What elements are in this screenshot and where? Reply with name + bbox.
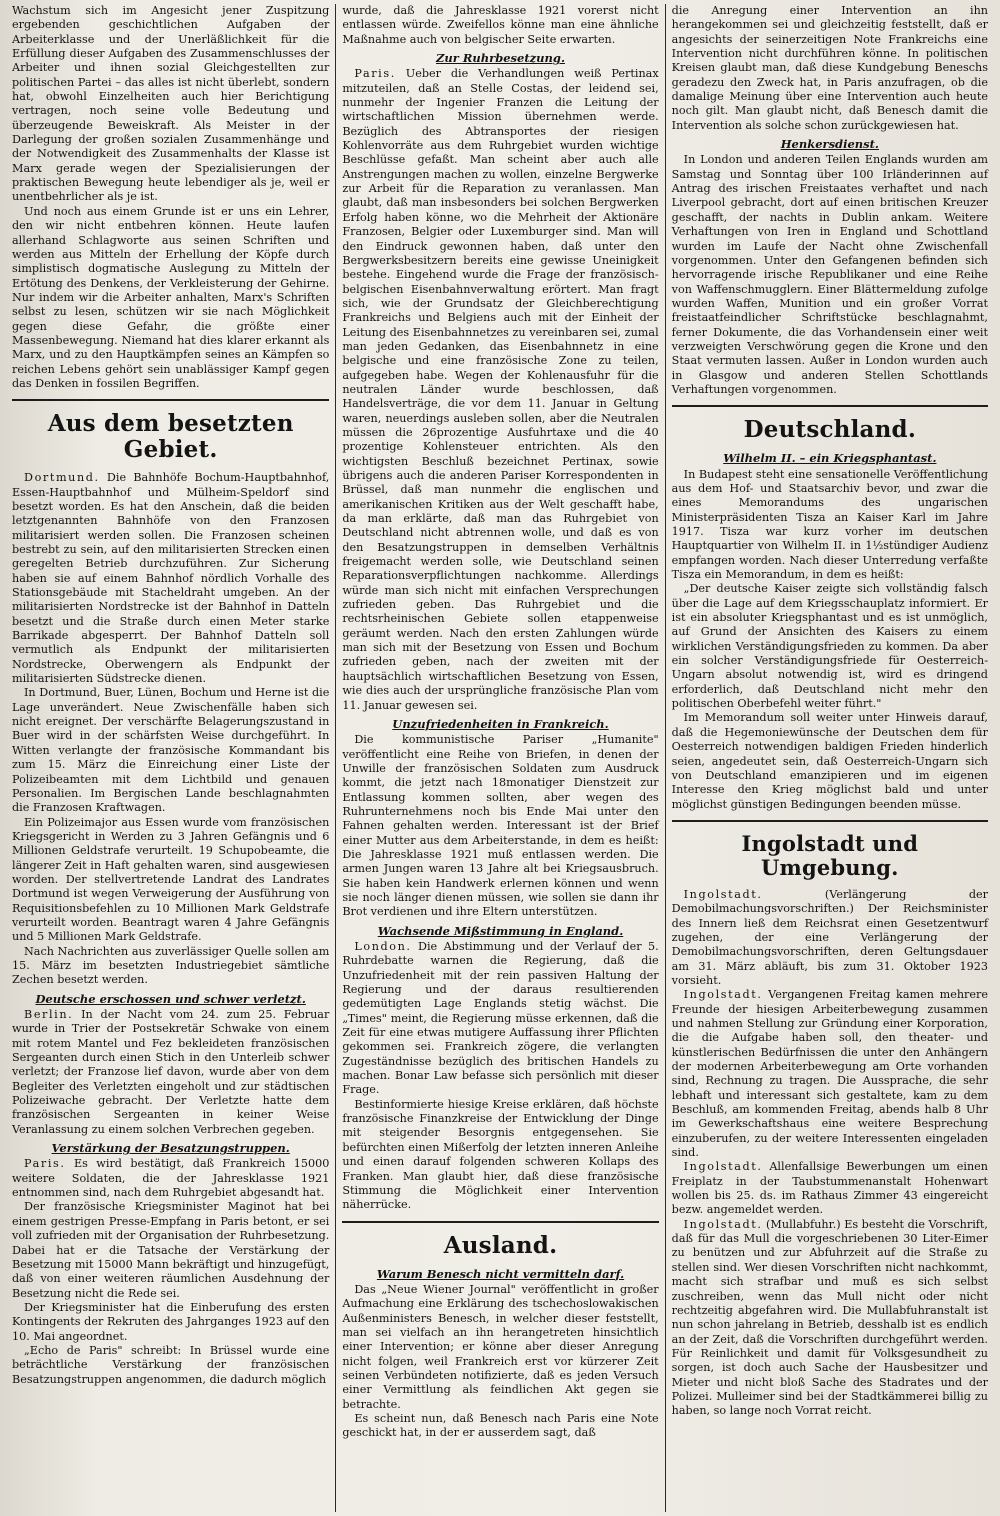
paragraph: Das „Neue Wiener Journal" veröffentlicht in großer Aufmachung eine Erklärung des tschechoslowakischen Außenministers Benesch, in welcher dieser feststellt, man sei vielfach an ihn herangetreten hinsichtlich einer Intervention; er könne aber dieser Anregung nicht folgen, weil Frankreich erst vor kürzerer Zeit seinen Verbündeten notifizierte, daß es jeden Versuch einer Vermittlung als feindlichen Akt gegen sie betrachte. bbox=[342, 1282, 659, 1411]
paragraph: Bestinformierte hiesige Kreise erklären, daß höchste französische Finanzkreise der Entwicklung der Dinge mit steigender Besorgnis entgegensehen. Sie befürchten einen Mißerfolg der letzten inneren Anleihe und einen darauf folgenden schweren Kollaps des Franken. Man glaubt hier, daß diese französische Stimmung die Möglichkeit einer Intervention näherrücke. bbox=[342, 1097, 659, 1212]
paragraph-text: (Mullabfuhr.) Es besteht die Vorschrift, daß für das Mull die vorgeschriebenen 30 Liter-Eimer zu benützen und zur Abfuhrzeit auf die Straße zu stellen sind. Wer diesen Vorschriften nicht nachkommt, macht sich strafbar und muß es sich selbst zuschreiben, wenn das Mull nicht oder nicht rechtzeitig abgefahren wird. Die Mullabfuhranstalt ist nun schon jahrelang in Betrieb, desshalb ist es endlich an der Zeit, daß die Vorschriften durchgeführt werden. Für Reinlichkeit und damit für Volksgesundheit zu sorgen, ist doch auch Sache der Hausbesitzer und Mieter und nicht bloß Sache des Stadrates und der Polizei. Mulleimer sind bei der Stadtkämmerei billig zu haben, so lange noch Vorrat reicht. bbox=[671, 1217, 988, 1418]
subheading: Zur Ruhrbesetzung. bbox=[436, 51, 565, 66]
paragraph: „Echo de Paris" schreibt: In Brüssel wurde eine beträchtliche Verstärkung der französischen Besatzungstruppen angenommen, die dadurch möglich bbox=[12, 1343, 330, 1386]
paragraph-text: In der Nacht vom 24. zum 25. Februar wurde in Trier der Postsekretär Schwake von einem mit rotem Mantel und Fez bekleideten französischen Sergeanten durch einen Stich in den Unterleib schwer verletzt; der Franzose lief davon, wurde aber von dem Begleiter des Verletzten eingeholt und zur städtischen Polizeiwache gebracht. Der Verletzte hatte dem französischen Sergeanten in keiner Weise Veranlassung zu einem solchen Verbrechen gegeben. bbox=[12, 1008, 330, 1136]
paragraph bbox=[12, 1157, 329, 1200]
paragraph: Die kommunistische Pariser „Humanite" veröffentlicht eine Reihe von Briefen, in denen der Unwille der französischen Soldaten zum Ausdruck kommt, die jetzt nach 18monatiger Dienstzeit zur Entlassung kommen sollten, aber wegen des Ruhrunternehmens noch bis Ende Mai unter den Fahnen gehalten werden. Interessant ist der Brief einer Mutter aus dem Arbeiterstande, in dem es heißt: Die Jahresklasse 1921 muß entlassen werden. Die armen Jungen waren 13 Jahre alt bei Kriegsausbruch. Sie haben kein Handwerk erlernen können und wenn sie noch länger dienen müssen, wie sollen sie dann ihr Brot verdienen und ihre Eltern unterstützen. bbox=[342, 733, 659, 919]
paragraph: Im Memorandum soll weiter unter Hinweis darauf, daß die Hegemoniewünsche der Deutschen dem für Oesterreich notwendigen baldigen Frieden hinderlich seien, angedeutet sein, daß Oesterreich-Ungarn sich von Deutschland emanzipieren und im eigenen Interesse den Krieg möglichst bald und unter möglichst günstigen Bedingungen beenden müsse. bbox=[671, 711, 988, 811]
column-middle bbox=[335, 4, 664, 1512]
paragraph bbox=[12, 471, 329, 686]
paragraph: wurde, daß die Jahresklasse 1921 vorerst nicht entlassen würde. Zweifellos könne man eine ähnliche Maßnahme auch von belgischer Seite erwarten. bbox=[342, 4, 659, 46]
section-rule bbox=[342, 1221, 658, 1223]
column-left bbox=[6, 4, 335, 1512]
section-rule bbox=[12, 399, 329, 401]
dateline: Dortmund. bbox=[24, 471, 100, 485]
paragraph bbox=[672, 888, 988, 988]
paragraph bbox=[12, 1008, 329, 1137]
paragraph: In London und anderen Teilen Englands wurden am Samstag und Sonntag über 100 Irländerinnen auf Antrag des irischen Freistaates verhaftet und nach Liverpool gebracht, dort auf einen britischen Kreuzer geschafft, der nachts in Dublin ankam. Weitere Verhaftungen von Iren in England und Schottland wurden im Laufe der Nacht ohne Zwischenfall vorgenommen. Unter den Gefangenen befinden sich hervorragende irische Republikaner und eine Reihe von Waffenschmugglern. Einer Blättermeldung zufolge wurden Waffen, Munition und ein großer Vorrat freistaatfeindlicher Schriftstücke beschlagnahmt, ferner Dokumente, die das Vorhandensein einer weit verzweigten Verschwörung gegen die Krone und den Staat vermuten lassen. Außer in London wurden auch in Glasgow und anderen Stellen Schottlands Verhaftungen vorgenommen. bbox=[671, 153, 988, 396]
paragraph: Ein Polizeimajor aus Essen wurde vom französischen Kriegsgericht in Werden zu 3 Jahren Gefängnis und 6 Millionen Geldstrafe verurteilt. 19 Schupobeamte, die längerer Zeit in Haft gehalten waren, sind ausgewiesen worden. Der stellvertretende Landrat des Landrates Dortmund ist wegen Verweigerung der Ausführung von Requisitionsbefehlen zu 10 Millionen Mark Geldstrafe verurteilt worden. Beantragt waren 4 Jahre Gefängnis und 5 Millionen Mark Geldstrafe. bbox=[12, 815, 330, 944]
section-rule bbox=[672, 820, 988, 822]
section-heading-ingolstadt: Ingolstadt und Umgebung. bbox=[741, 830, 919, 880]
dateline: Ingolstadt. bbox=[683, 1217, 763, 1231]
paragraph-text: Ueber die Verhandlungen weiß Pertinax mitzuteilen, daß an Stelle Costas, der leidend sei, nunmehr der Ingenier Franzen die Leitung der wirtschaftlichen Mission übernehmen werde. Bezüglich des Abtransportes der riesigen Kohlenvorräte aus dem Ruhrgebiet wurden wichtige Beschlüsse gefaßt. Man scheint aber auch alle Anstrengungen machen zu wollen, einzelne Bergwerke zur Arbeit für die Reparation zu veranlassen. Man glaubt, daß man insbesonders bei solchen Bergwerken Erfolg haben könne, wo die Mehrheit der Aktionäre Franzosen, Belgier oder Luxemburger sind. Man will den Eindruck gewonnen haben, daß unter den Bergwerksbesitzern bereits eine gewisse Uneinigkeit bestehe. Eingehend wurde die Frage der französisch-belgischen Eisenbahnverwaltung erörtert. Man fragt sich, wie der Grundsatz der Gleichberechtigung Frankreichs und Belgiens auch mit der Einheit der Leitung des Eisenbahnnetzes zu vereinbaren sei, zumal man jeden Gedanken, das Eisenbahnnetz in eine belgische und eine französische Zone zu teilen, aufgegeben habe. Wegen der Kohlenausfuhr für die neutralen Länder wurde beschlossen, daß Handelsverträge, die vor dem 11. Januar in Geltung waren, neuerdings ausleben sollen, aber die Neutralen müssen die 26prozentige Ausfuhrtaxe und die 40 prozentige Kohlensteuer entrichten. Als den wichtigsten Beschluß bezeichnet Pertinax, sowie übrigens auch die anderen Pariser Korrespondenten in Brüssel, daß man nunmehr die englischen und amerikanischen Kritiken aus der Welt geschafft habe, da man erklärte, daß man das Ruhrgebiet von Deutschland nicht abtrennen wolle, und daß es von den Besatzungstruppen in demselben Verhältnis freigemacht werden solle, wie Deutschland seinen Reparationsverpflichtungen nachkomme. Allerdings würde man sich nicht mit einfachen Versprechungen zufrieden geben. Das Ruhrgebiet und die rechtsrheinischen Gebiete sollen etappenweise geräumt werden. Nach den ersten Zahlungen würde man sich mit der Besetzung von Essen und Bochum zufrieden geben, nach der zweiten mit der hauptsächlich wirtschaftlichen Besetzung von Essen, wie dies auch der ursprüngliche französische Plan vom 11. Januar gewesen sei. bbox=[342, 67, 659, 712]
subheading: Verstärkung der Besatzungstruppen. bbox=[51, 1141, 290, 1156]
paragraph bbox=[672, 1218, 988, 1419]
dateline: Paris. bbox=[354, 67, 396, 81]
paragraph: Und noch aus einem Grunde ist er uns ein Lehrer, den wir nicht entbehren können. Heute laufen allerhand Schlagworte aus seinen Schriften und werden aus Mitteln der Erhellung der Köpfe durch simplistisch dogmatische Auslegung zu Mitteln der Ertötung des Denkens, der Verkleisterung der Gehirne. Nur indem wir die Arbeiter anhalten, Marx's Schriften selbst zu lesen, schützen wir sie nach Möglichkeit gegen diese Gefahr, die größte einer Massenbewegung. Niemand hat dies klarer erkannt als Marx, und zu den Hauptkämpfen seines an Kämpfen so reichen Lebens gehört sein unablässiger Kampf gegen das Denken in fossilen Begriffen. bbox=[12, 204, 330, 390]
paragraph: „Der deutsche Kaiser zeigte sich vollständig falsch über die Lage auf dem Kriegsschauplatz informiert. Er ist ein absoluter Kriegsphantast und es ist unmöglich, auf Grund der Ansichten des Kaisers zu einem wirklichen Verständigungsfrieden zu kommen. Da aber ein solcher Verständigungsfriede für Oesterreich-Ungarn absolut notwendig ist, wird es dringend erforderlich, daß Deutschland nicht mehr den politischen Oberbefehl weiter führt." bbox=[671, 582, 988, 711]
section-heading-occupied-area: Aus dem besetzten Gebiet. bbox=[47, 410, 294, 464]
paragraph-text: Vergangenen Freitag kamen mehrere Freunde der hiesigen Arbeiterbewegung zusammen und nahmen Stellung zur Gründung einer Korporation, die die Aufgabe haben soll, den theater- und künstlerischen Bedürfnissen die unter den Anhängern der modernen Arbeiterbewegung am Orte vorhanden sind, Rechnung zu tragen. Die Aussprache, die sehr lebhaft und interessant sich gestaltete, kam zu dem Beschluß, am kommenden Freitag, abends halb 8 Uhr im Gewerkschaftshaus eine weitere Besprechung einzuberufen, zu der weitere Interessenten eingeladen sind. bbox=[671, 988, 988, 1160]
dateline: London. bbox=[354, 940, 412, 953]
paragraph-text: Die Abstimmung und der Verlauf der 5. Ruhrdebatte warnen die Regierung, daß die Unzufriedenheit mit der rein passiven Haltung der Regierung und der daraus resultierenden gedemütigten Lage Englands stetig wächst. Die „Times" meint, die Regierung müsse erkennen, daß die Zeit für eine etwas mutigere Auffassung ihrer Pflichten gekommen sei. Frankreich zögere, die verlangten Zugeständnisse bezüglich des britischen Handels zu machen. Bonar Law befasse sich persönlich mit dieser Frage. bbox=[342, 940, 659, 1097]
subheading: Henkersdienst. bbox=[780, 137, 879, 152]
columns bbox=[6, 4, 994, 1512]
paragraph: Wachstum sich im Angesicht jener Zuspitzung ergebenden geschichtlichen Aufgaben der Arbeiterklasse und der Unerläßlichkeit für die Erfüllung dieser Aufgaben des Zusammenschlusses der Arbeiter und ihnen sozial Gleichgestellten zur politischen Partei – das alles ist nicht überlebt, sondern hat, obwohl Einzelheiten auch hier Berichtigung vertragen, noch seine volle Bedeutung und überzeugende Beweiskraft. Als Meister in der Darlegung der großen sozialen Zusammenhänge und der Notwendigkeit des Zusammenhalts der Klasse ist Marx gerade wegen der Spezialisierungen der praktischen Bewegung heute lebendiger als je, weil er unentbehrlicher als je ist. bbox=[12, 4, 330, 204]
dateline: Berlin. bbox=[24, 1008, 74, 1021]
paragraph-text: Es wird bestätigt, daß Frankreich 15000 weitere Soldaten, die der Jahresklasse 1921 entnommen sind, nach dem Ruhrgebiet abgesandt hat. bbox=[12, 1157, 330, 1200]
dateline: Ingolstadt. bbox=[683, 988, 763, 1002]
dateline: Paris. bbox=[24, 1157, 66, 1171]
paragraph-text: (Verlängerung der Demobilmachungsvorschriften.) Der Reichsminister des Innern ließ dem Reichsrat einen Gesetzentwurf zugehen, der eine Verlängerung der Demobilmachungsvorschriften, deren Geltungsdauer am 31. März abläuft, bis zum 31. Oktober 1923 vorsieht. bbox=[671, 887, 988, 987]
subheading: Deutsche erschossen und schwer verletzt. bbox=[35, 991, 306, 1006]
section-rule bbox=[672, 405, 988, 407]
dateline: Ingolstadt. bbox=[683, 1160, 763, 1174]
paragraph bbox=[672, 1160, 988, 1217]
paragraph bbox=[672, 988, 988, 1160]
paragraph: In Dortmund, Buer, Lünen, Bochum und Herne ist die Lage unverändert. Neue Zwischenfälle haben sich nicht ereignet. Der verschärfte Belagerungszustand in Buer wird in der schärfsten Weise durchgeführt. In Witten verlangte der französische Kommandant bis zum 15. März die Einreichung einer Liste der Polizeibeamten mit dem Lichtbild und genauen Personalien. Im Bergischen Lande beschlagnahmten die Franzosen Kraftwagen. bbox=[12, 686, 330, 815]
paragraph: In Budapest steht eine sensationelle Veröffentlichung aus dem Hof- und Staatsarchiv bevor, und zwar die eines Memorandums des ungarischen Ministerpräsidenten Tisza an Kaiser Karl im Jahre 1917. Tisza war kurz vorher im deutschen Hauptquartier von Wilhelm II. in 1½stündiger Audienz empfangen worden. Nach dieser Unterredung verfaßte Tisza ein Memorandum, in dem es heißt: bbox=[671, 467, 988, 582]
subheading: Unzufriedenheiten in Frankreich. bbox=[392, 716, 609, 731]
section-heading-abroad: Ausland. bbox=[443, 1231, 558, 1259]
section-heading-germany: Deutschland. bbox=[743, 416, 917, 444]
paragraph: Der französische Kriegsminister Maginot hat bei einem gestrigen Presse-Empfang in Paris betont, er sei voll zufrieden mit der Organisation der Ruhrbesetzung. Dabei hat er die Tatsache der Verstärkung der Besetzung mit 15000 Mann bekräftigt und hinzugefügt, daß von einer weiteren räumlichen Ausdehnung der Besetzung nicht die Rede sei. bbox=[12, 1200, 330, 1300]
paragraph: Der Kriegsminister hat die Einberufung des ersten Kontingents der Rekruten des Jahrganges 1923 auf den 10. Mai angeordnet. bbox=[12, 1300, 330, 1343]
paragraph: Es scheint nun, daß Benesch nach Paris eine Note geschickt hat, in der er ausserdem sagt, daß bbox=[342, 1411, 659, 1440]
paragraph bbox=[342, 67, 658, 712]
paragraph bbox=[342, 940, 658, 1098]
paragraph: die Anregung einer Intervention an ihn herangekommen sei und gleichzeitig feststellt, daß er angesichts der seinerzeitigen Note Frankreichs eine Intervention nicht durchführen könne. In politischen Kreisen glaubt man, daß diese Kundgebung Beneschs geradezu den Zweck hat, in Paris anzufragen, ob die damalige Meinung über eine Intervention auch heute noch gilt. Man glaubt nicht, daß Benesch damit die Intervention als solche schon zurückgewiesen hat. bbox=[671, 4, 988, 132]
paragraph-text: Allenfallsige Bewerbungen um einen Freiplatz in der Taubstummenanstalt Hohenwart wollen bis 25. ds. im Rathaus Zimmer 43 eingereicht bezw. angemeldet werden. bbox=[671, 1160, 988, 1217]
column-right bbox=[665, 4, 994, 1512]
paragraph: Nach Nachrichten aus zuverlässiger Quelle sollen am 15. März im besetzten Industriegebiet sämtliche Zechen besetzt werden. bbox=[12, 944, 330, 987]
subheading: Wilhelm II. – ein Kriegsphantast. bbox=[723, 451, 937, 466]
paragraph-text: Die Bahnhöfe Bochum-Hauptbahnhof, Essen-Hauptbahnhof und Mülheim-Speldorf sind besetzt worden. Es hat den Anschein, daß die beiden letztgenannten Bahnhöfe von den Franzosen militarisiert werden sollen. Die Franzosen scheinen bestrebt zu sein, auf den militarisierten Strecken einen geregelten Betrieb durchzuführen. Zur Sicherung haben sie auf einem Bahnhof nördlich Vorhalle des Stationsgebäude mit Stacheldraht umgeben. An der militarisierten Nordstrecke ist der Bahnhof in Datteln besetzt und die Straße durch einen Meter starke Barrikade abgesperrt. Der Bahnhof Datteln soll vermutlich als Endpunkt der militarisierten Nordstrecke, Oberwengern als Endpunkt der militarisierten Südstrecke dienen. bbox=[12, 471, 330, 686]
dateline: Ingolstadt. bbox=[683, 887, 763, 901]
subheading: Wachsende Mißstimmung in England. bbox=[377, 923, 624, 938]
subheading: Warum Benesch nicht vermitteln darf. bbox=[376, 1266, 625, 1281]
